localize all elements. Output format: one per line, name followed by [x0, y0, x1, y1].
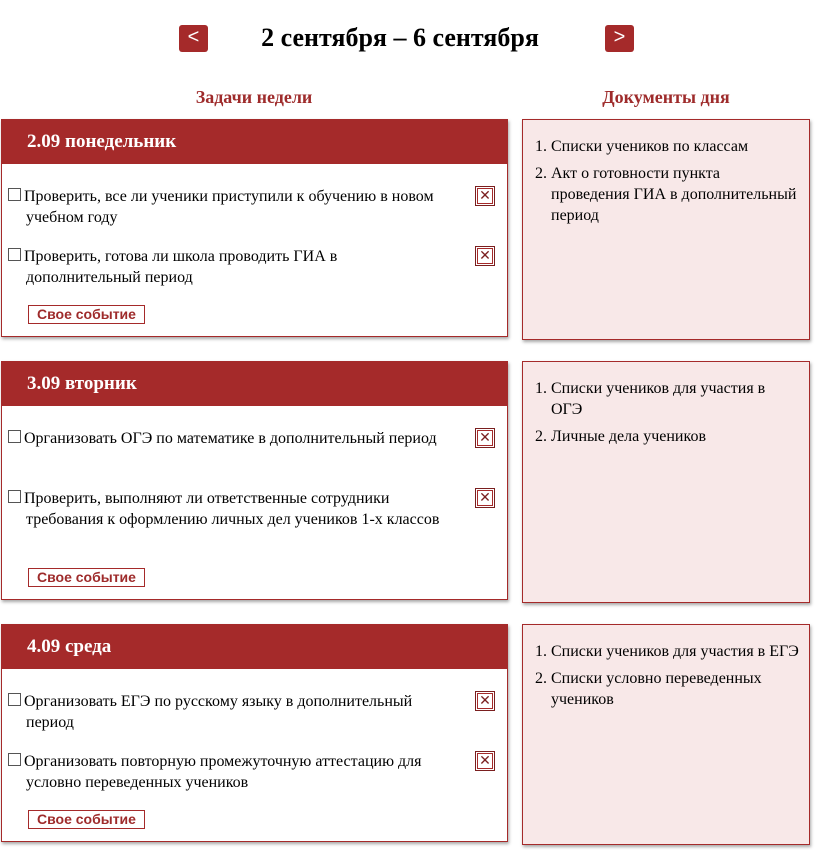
delete-task-button[interactable]	[475, 246, 495, 266]
day-title: 2.09 понедельник	[2, 120, 507, 164]
close-icon: ✕	[479, 753, 491, 769]
task-item	[8, 751, 448, 793]
doc-item[interactable]	[551, 378, 799, 420]
task-text: Проверить, готова ли школа проводить ГИА в дополнительный период	[24, 248, 338, 286]
task-checkbox[interactable]	[8, 188, 21, 201]
day-docs	[522, 361, 810, 603]
day-title: 4.09 среда	[2, 625, 507, 669]
own-event-button[interactable]: Свое событие	[28, 568, 145, 587]
doc-link[interactable]: Списки учеников по классам	[551, 138, 749, 155]
task-checkbox[interactable]	[8, 693, 21, 706]
day-card	[1, 361, 508, 600]
prev-week-button[interactable]: <	[179, 25, 208, 52]
close-icon: ✕	[479, 248, 491, 264]
task-text: Организовать ЕГЭ по русскому языку в дополнительный период	[24, 693, 413, 731]
day-docs	[522, 119, 810, 340]
week-title: 2 сентября – 6 сентября	[261, 23, 539, 52]
day-docs	[522, 624, 810, 845]
day-card	[1, 119, 508, 337]
task-checkbox[interactable]	[8, 248, 21, 261]
task-checkbox[interactable]	[8, 430, 21, 443]
doc-link[interactable]: Списки учеников для участия в ЕГЭ	[551, 643, 799, 660]
doc-item[interactable]	[551, 641, 799, 662]
close-icon: ✕	[479, 490, 491, 506]
delete-task-button[interactable]	[475, 751, 495, 771]
close-icon: ✕	[479, 693, 491, 709]
task-item	[8, 488, 448, 530]
day-card	[1, 624, 508, 842]
delete-task-button[interactable]	[475, 186, 495, 206]
doc-item[interactable]	[551, 163, 799, 226]
own-event-button[interactable]: Свое событие	[28, 305, 145, 324]
close-icon: ✕	[479, 430, 491, 446]
docs-column-heading: Документы дня	[602, 87, 730, 107]
day-title: 3.09 вторник	[2, 362, 507, 406]
task-item	[8, 186, 448, 228]
own-event-button[interactable]: Свое событие	[28, 810, 145, 829]
doc-link[interactable]: Акт о готовности пункта проведения ГИА в дополнительный период	[551, 165, 797, 224]
doc-link[interactable]: Списки учеников для участия в ОГЭ	[551, 380, 766, 418]
doc-item[interactable]	[551, 668, 799, 710]
doc-item[interactable]	[551, 136, 799, 157]
task-text: Проверить, все ли ученики приступили к обучению в новом учебном году	[24, 188, 434, 226]
delete-task-button[interactable]	[475, 488, 495, 508]
next-week-button[interactable]: >	[605, 25, 634, 52]
tasks-column-heading: Задачи недели	[195, 87, 313, 107]
task-checkbox[interactable]	[8, 490, 21, 503]
doc-item[interactable]	[551, 426, 799, 447]
doc-link[interactable]: Списки условно переведенных учеников	[551, 670, 762, 708]
task-item	[8, 246, 448, 288]
delete-task-button[interactable]	[475, 428, 495, 448]
task-item	[8, 428, 448, 449]
task-text: Организовать повторную промежуточную аттестацию для условно переведенных учеников	[24, 753, 422, 791]
close-icon: ✕	[479, 188, 491, 204]
task-checkbox[interactable]	[8, 753, 21, 766]
task-text: Проверить, выполняют ли ответственные сотрудники требования к оформлению личных дел учеников 1-х классов	[24, 490, 440, 528]
doc-link[interactable]: Личные дела учеников	[551, 428, 706, 445]
task-item	[8, 691, 448, 733]
delete-task-button[interactable]	[475, 691, 495, 711]
task-text: Организовать ОГЭ по математике в дополнительный период	[24, 430, 437, 447]
